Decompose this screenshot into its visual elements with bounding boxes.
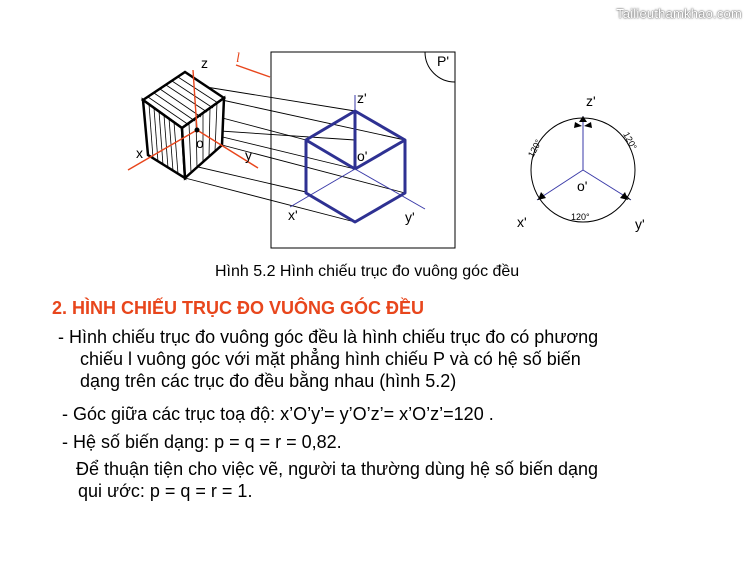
angle-120-bottom: 120°	[571, 212, 590, 222]
angle-120-left: 120°	[525, 137, 544, 159]
section-title: 2. HÌNH CHIẾU TRỤC ĐO VUÔNG GÓC ĐỀU	[52, 298, 425, 318]
convention-line-2: qui ước: p = q = r = 1.	[78, 481, 253, 501]
proj-label-o: o'	[357, 148, 368, 164]
convention-paragraph	[76, 458, 716, 502]
origin-point	[195, 128, 200, 133]
angle-label-o: o'	[577, 178, 588, 194]
definition-paragraph	[58, 326, 698, 392]
coefficient-paragraph: - Hệ số biến dạng: p = q = r = 0,82.	[62, 432, 342, 452]
angle-diagram	[531, 116, 635, 222]
axis-label-y: y	[245, 147, 252, 163]
angle-label-y: y'	[635, 216, 645, 232]
angle-120-right: 120°	[621, 130, 639, 152]
watermark: Tailieuthamkhao.com	[616, 6, 742, 21]
proj-label-x: x'	[288, 207, 298, 223]
definition-line-1: - Hình chiếu trục đo vuông góc đều là hình chiếu trục đo có phương	[58, 327, 599, 347]
convention-line-1: Để thuận tiện cho việc vẽ, người ta thường dùng hệ số biến dạng	[76, 459, 599, 479]
axis-label-z: z	[201, 55, 208, 71]
direction-arrow	[236, 65, 270, 77]
angle-label-z: z'	[586, 93, 596, 109]
plane-label: P'	[437, 53, 450, 69]
figure-caption: Hình 5.2 Hình chiếu trục đo vuông góc đều	[215, 263, 520, 280]
origin-label: o	[196, 135, 204, 151]
axis-label-x: x	[136, 145, 143, 161]
projected-cube	[306, 111, 405, 222]
proj-label-y: y'	[405, 209, 415, 225]
definition-line-3: dạng trên các trục đo đều bằng nhau (hình 5.2)	[80, 371, 457, 391]
angle-label-x: x'	[517, 214, 527, 230]
direction-label: l	[236, 51, 240, 66]
definition-line-2: chiếu l vuông góc với mặt phẳng hình chiếu P và có hệ số biến	[80, 349, 581, 369]
proj-label-z: z'	[357, 90, 367, 106]
angle-paragraph: - Góc giữa các trục toạ độ: x’O’y’= y’O’z’= x’O’z’=120 .	[62, 404, 494, 424]
